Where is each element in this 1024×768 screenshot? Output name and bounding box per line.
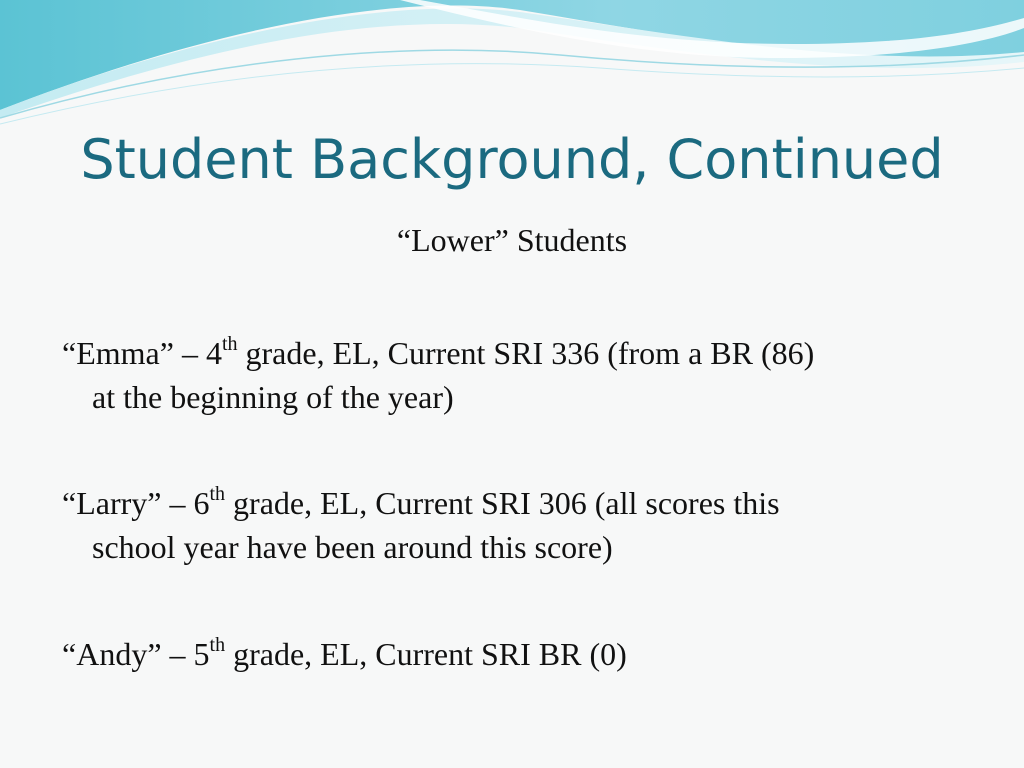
- student-details: grade, EL, Current SRI 336 (from a BR (86): [237, 335, 815, 371]
- student-details: grade, EL, Current SRI 306 (all scores this: [225, 485, 780, 521]
- header-wave-decoration: [0, 0, 1024, 130]
- student-details-continued: school year have been around this score): [92, 529, 613, 565]
- student-details: grade, EL, Current SRI BR (0): [225, 636, 627, 672]
- ordinal-suffix: th: [221, 333, 238, 355]
- student-lead: “Emma” – 4: [62, 335, 222, 371]
- ordinal-suffix: th: [209, 634, 226, 656]
- student-details-continued: at the beginning of the year): [92, 379, 454, 415]
- page-title: Student Background, Continued: [80, 128, 944, 191]
- student-lead: “Andy” – 5: [62, 636, 210, 672]
- student-lead: “Larry” – 6: [62, 485, 210, 521]
- student-entry-emma: [62, 331, 962, 419]
- slide-subtitle: “Lower” Students: [396, 222, 628, 258]
- ordinal-suffix: th: [209, 483, 226, 505]
- student-entry-larry: [62, 481, 962, 569]
- student-entry-andy: [62, 632, 962, 676]
